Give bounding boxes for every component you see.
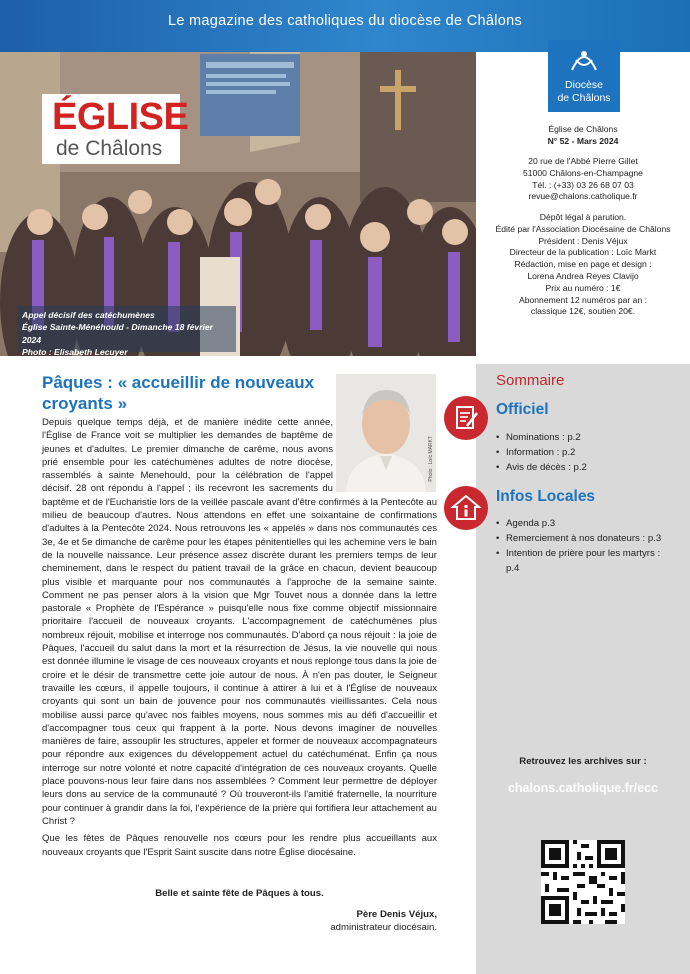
portrait-photo-credit: Photo : Loïc MARKT — [428, 436, 434, 482]
legal-line: Directeur de la publication : Loïc Markt — [509, 247, 657, 258]
legal-line: Président : Denis Véjux — [538, 235, 628, 246]
article-body — [42, 416, 437, 859]
author-name: Père Denis Véjux, — [356, 909, 437, 920]
legal-line: Dépôt légal à parution. — [539, 212, 627, 222]
section-title-officiel[interactable]: Officiel — [496, 401, 549, 418]
cover-photo — [0, 52, 476, 356]
officiel-list — [496, 430, 676, 475]
address-line: 51000 Châlons-en-Champagne — [523, 167, 643, 178]
issue-number: N° 52 - Mars 2024 — [547, 135, 619, 146]
email-line[interactable]: revue@chalons.catholique.fr — [528, 191, 638, 202]
legal-line: Prix au numéro : 1€ — [545, 282, 621, 293]
legal-line: Rédaction, mise en page et design : — [514, 259, 652, 270]
diocese-logo-line2: de Châlons — [557, 92, 611, 104]
table-of-contents — [476, 364, 690, 974]
article-title: Pâques : « accueillir de nouveaux croyants » — [42, 373, 315, 413]
author-role: administrateur diocésain. — [330, 922, 437, 933]
sommaire-heading: Sommaire — [496, 372, 565, 389]
publication-name: Église de Châlons — [548, 124, 618, 134]
toc-item[interactable]: • Avis de décès : p.2 — [496, 460, 676, 475]
toc-item[interactable]: • Nominations : p.2 — [496, 430, 676, 445]
caption-line: Photo : Elisabeth Lecuyer — [22, 346, 128, 356]
issue-block — [476, 124, 690, 148]
qr-code[interactable] — [541, 840, 625, 924]
magazine-logo — [42, 94, 189, 164]
caption-line: Église Sainte-Ménéhould - Dimanche 18 février 2024 — [22, 322, 214, 345]
toc-item[interactable]: • Agenda p.3 — [496, 516, 676, 531]
portrait-wrap-spacer — [333, 416, 437, 494]
logo-eglise: ÉGLISE — [52, 96, 189, 138]
logo-de-chalons: de Châlons — [56, 137, 163, 160]
address-line: 20 rue de l'Abbé Pierre Gillet — [528, 156, 638, 166]
closing-wish: Belle et sainte fête de Pâques à tous. — [155, 888, 324, 899]
legal-line: Abonnement 12 numéros par an : — [518, 294, 648, 305]
magazine-tagline: Le magazine des catholiques du diocèse de Châlons — [167, 13, 523, 29]
address-block — [476, 156, 690, 203]
house-info-icon — [444, 486, 488, 530]
toc-item[interactable]: • Intention de prière pour les martyrs : p.4 — [496, 546, 676, 576]
diocese-emblem-icon — [548, 40, 620, 80]
phone-line: Tél. : (+33) 03 26 68 07 03 — [532, 179, 634, 190]
archives-label: Retrouvez les archives sur : — [519, 756, 647, 767]
archives-link[interactable]: chalons.catholique.fr/ecc — [507, 781, 659, 795]
photo-caption — [18, 306, 236, 356]
toc-item[interactable]: • Information : p.2 — [496, 445, 676, 460]
section-title-infos-locales[interactable]: Infos Locales — [496, 488, 596, 505]
legal-line: classique 12€, soutien 20€. — [530, 306, 636, 317]
article-paragraph: Que les fêtes de Pâques renouvelle nos cœurs pour les rendre plus accueillants aux nouveaux croyants que l'Esprit Saint suscite dans notre Église diocésaine. — [42, 833, 437, 858]
diocese-logo-line1: Diocèse — [565, 79, 603, 91]
article-paragraph: Depuis quelque temps déjà, et de manière inédite cette année, l'Église de France voit se multiplier les demandes de baptême de jeunes et d'adultes. Le premier dimanche de carême, nous avons prié ensemble pour les catéchumènes adultes de notre diocèse, rassemblés à sainte Menehould, pour la célébration de l'appel décisif. 28 ont répondu à l'appel ; ils recevront les sacrements du baptême et de l'Eucharistie lors de la veillée pascale avant d'être confirmés à la Pentecôte au milieu de beaucoup d'autres. Nous attendons en effet une soixantaine de confirmations d'adultes à la Pentecôte 2024. Nous retrouvons les « appelés » dans nos communautés ces 3e, 4e et 5e dimanche de carême pour les étapes pénitentielles qui les achemine vers le bain de la nouvelle naissance. Leur présence assez discrète durant les premiers temps de leur cheminement, dans le respect du patient travail de la grâce en chacun, devient beaucoup plus visible et marquante pour nos communautés à l'approche de la semaine sainte. Comment ne pas penser alors à la vision que Mgr Touvet nous a donnée dans la lettre pastorale « Prophète de l'Espérance » puisqu'elle nous fixe comme objectif missionnaire prioritaire l'accueil de nouveaux croyants. L'accompagnement de catéchumènes plus nombreux réjouit, mobilise et interroge nos communautés. D'abord ça nous réjouit : la joie de Pâques, l'accueil du salut dans la mort et la résurrection de Jésus, la vie nouvelle qui nous est donnée illumine le visage de ces nouveaux croyants et nous replonge tous dans la joie de croire et le désir de transmettre cette joie autour de nous. À n'en pas douter, le Seigneur travaille les cœurs, il appelle toujours, il continue à attirer à lui et à l'Église de nouveaux croyants qui sont un bain de jouvence pour nos communautés vieillissantes. Cela nous mobilise aussi parce qu'avec nos faibles moyens, nous sommes mis au défi d'accueillir et d'accompagner tous ceux qui frappent à la porte. Nous devons imaginer de nouvelles manières de faire, assouplir les structures, appeler et former de nouveaux accompagnateurs pour répondre aux exigences du développement actuel du catéchuménat. Enfin ça nous interroge sur notre volonté et notre capacité d'intégration de ces nouveaux croyants. Quelle place pouvons-nous leur faire dans nos assemblées ? Comment leur permettre de déployer leurs dons au service de la communauté ? Où trouveront-ils l'amitié fraternelle, la nourriture pour continuer à grandir dans la foi, l'expérience de la prière qui fortifiera leur attachement au Christ ? — [42, 417, 437, 827]
legal-block — [476, 212, 690, 318]
diocese-logo — [548, 40, 620, 112]
document-pen-icon — [444, 396, 488, 440]
caption-line: Appel décisif des catéchumènes — [22, 310, 155, 320]
legal-line: Lorena Andrea Reyes Clavijo — [527, 270, 639, 281]
masthead-column — [476, 52, 690, 356]
legal-line: Édité par l'Association Diocésaine de Châlons — [495, 223, 671, 234]
toc-item[interactable]: • Remerciement à nos donateurs : p.3 — [496, 531, 676, 546]
infos-locales-list — [496, 516, 676, 576]
